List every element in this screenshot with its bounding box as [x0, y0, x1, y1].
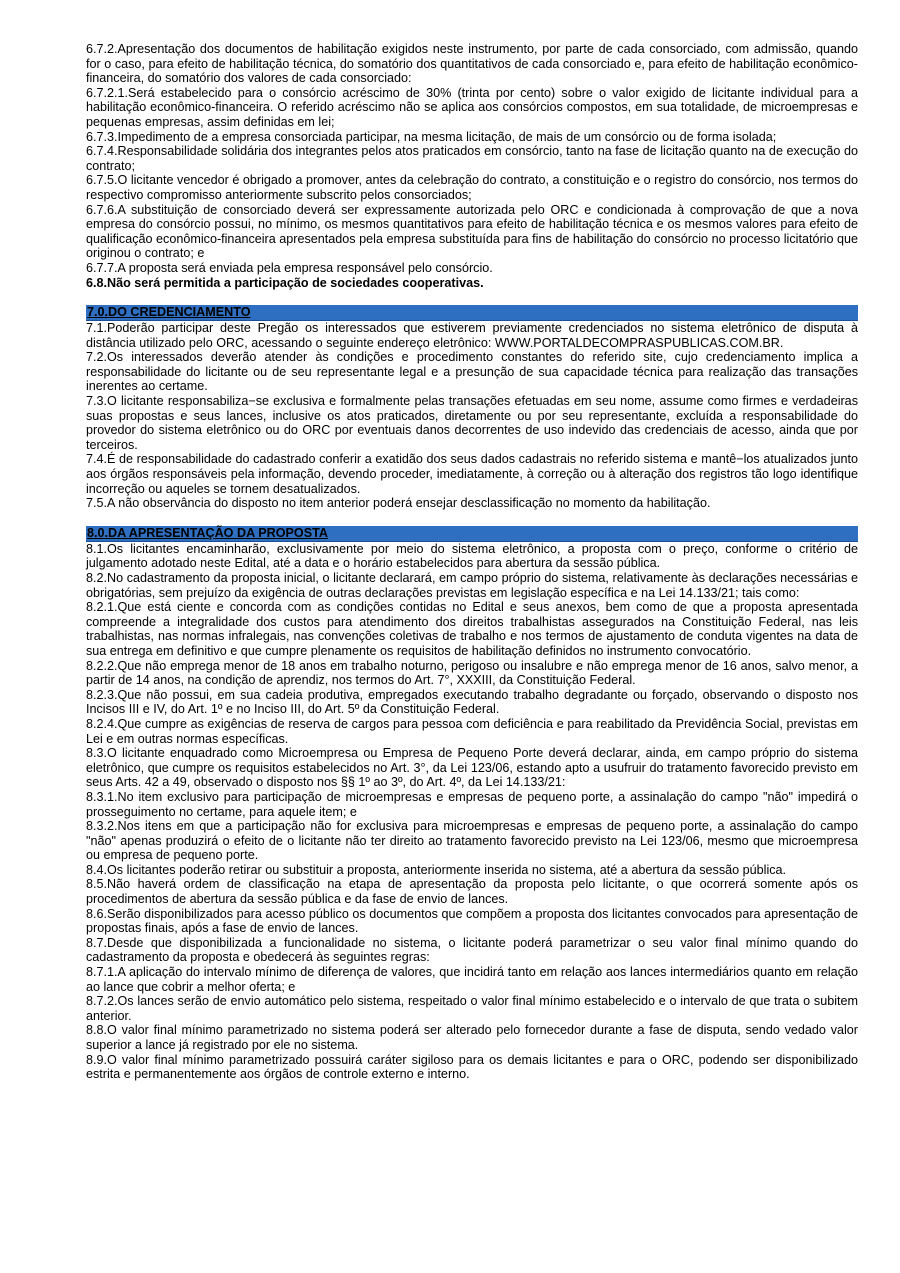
document-page	[86, 42, 858, 1082]
paragraph-6-7-4: 6.7.4.Responsabilidade solidária dos integrantes pelos atos praticados em consórcio, tanto na fase de licitação quanto na de execução do contrato;	[86, 144, 858, 173]
paragraph-8-9: 8.9.O valor final mínimo parametrizado possuirá caráter sigiloso para os demais licitantes e para o ORC, podendo ser disponibilizado estrita e permanentemente aos órgãos de controle externo e interno.	[86, 1052, 858, 1082]
paragraph-8-3-1: 8.3.1.No item exclusivo para participação de microempresas e empresas de pequeno porte, a assinalação do campo "não" impedirá o prosseguimento no certame, para aquele item; e	[86, 789, 858, 819]
paragraph-8-3-2: 8.3.2.Nos itens em que a participação não for exclusiva para microempresas e empresas de pequeno porte, a assinalação do campo "não" apenas produzirá o efeito de o licitante não ter direito ao tratamento favorecido previsto na Lei 123/06, mesmo que microempresa ou empresa de pequeno porte.	[86, 819, 858, 863]
paragraph-6-7-5: 6.7.5.O licitante vencedor é obrigado a promover, antes da celebração do contrato, a constituição e o registro do consórcio, nos termos do respectivo compromisso anteriormente subscrito pelos consorciados;	[86, 173, 858, 202]
paragraph-7-1: 7.1.Poderão participar deste Pregão os interessados que estiverem previamente credenciados no sistema eletrônico de disputa à distância utilizado pelo ORC, acessando o seguinte endereço eletrônico: WWW.PORTALDECOMPRASPUBLICAS.COM.BR.	[86, 321, 858, 350]
paragraph-8-7-1: 8.7.1.A aplicação do intervalo mínimo de diferença de valores, que incidirá tanto em relação aos lances intermediários quanto em relação ao lance que cobrir a melhor oferta; e	[86, 965, 858, 994]
paragraph-8-6: 8.6.Serão disponibilizados para acesso público os documentos que compõem a proposta dos licitantes convocados para apresentação de propostas finais, após a fase de envio de lances.	[86, 906, 858, 936]
paragraph-8-1: 8.1.Os licitantes encaminharão, exclusivamente por meio do sistema eletrônico, a proposta com o preço, conforme o critério de julgamento adotado neste Edital, até a data e o horário estabelecidos para abertura da sessão pública.	[86, 541, 858, 571]
paragraph-7-2: 7.2.Os interessados deverão atender às condições e procedimento constantes do referido site, cujo credenciamento implica a responsabilidade do licitante ou de seu representante legal e a presunção de sua capacidade técnica para realização das transações inerentes ao certame.	[86, 350, 858, 394]
paragraph-7-5: 7.5.A não observância do disposto no item anterior poderá ensejar desclassificação no momento da habilitação.	[86, 496, 711, 511]
paragraph-8-2-3: 8.2.3.Que não possui, em sua cadeia produtiva, empregados executando trabalho degradante ou forçado, observando o disposto nos Incisos III e IV, do Art. 1º e no Inciso III, do Art. 5º da Constituição Federal.	[86, 687, 858, 717]
paragraph-8-7: 8.7.Desde que disponibilizada a funcionalidade no sistema, o licitante poderá parametrizar o seu valor final mínimo quando do cadastramento da proposta e obedecerá às seguintes regras:	[86, 935, 858, 965]
section-heading-proposta: 8.0.DA APRESENTAÇÃO DA PROPOSTA	[86, 526, 858, 542]
paragraph-6-7-6: 6.7.6.A substituição de consorciado deverá ser expressamente autorizada pelo ORC e condicionada à comprovação de que a nova empresa do consórcio possui, no mínimo, os mesmos quantitativos para efeito de habilitação técnica e os mesmos valores para efeito de qualificação econômico-financeira apresentados pela empresa substituída para fins de habilitação do consórcio no processo licitatório que originou o contrato; e	[86, 202, 858, 261]
paragraph-8-2-4: 8.2.4.Que cumpre as exigências de reserva de cargos para pessoa com deficiência e para reabilitado da Previdência Social, previstas em Lei e em outras normas específicas.	[86, 716, 858, 746]
paragraph-6-7-3: 6.7.3.Impedimento de a empresa consorciada participar, na mesma licitação, de mais de um consórcio ou de forma isolada;	[86, 129, 777, 144]
paragraph-7-4: 7.4.É de responsabilidade do cadastrado conferir a exatidão dos seus dados cadastrais no referido sistema e mantê−los atualizados junto aos órgãos responsáveis pela informação, devendo proceder, imediatamente, à correção ou à alteração dos registros tão logo identifique incorreção ou aqueles se tornem desatualizados.	[86, 452, 858, 496]
section-heading-credenciamento: 7.0.DO CREDENCIAMENTO	[86, 305, 858, 321]
paragraph-8-3: 8.3.O licitante enquadrado como Microempresa ou Empresa de Pequeno Porte deverá declarar, ainda, em campo próprio do sistema eletrônico, que cumpre os requisitos estabelecidos no Art. 3°, da Lei 123/06, estando apto a usufruir do tratamento favorecido previsto em seus Arts. 42 a 49, observado o disposto nos §§ 1º ao 3º, do Art. 4º, da Lei 14.133/21:	[86, 746, 858, 790]
paragraph-6-7-7: 6.7.7.A proposta será enviada pela empresa responsável pelo consórcio.	[86, 260, 493, 275]
paragraph-8-8: 8.8.O valor final mínimo parametrizado no sistema poderá ser alterado pelo fornecedor durante a fase de disputa, sendo vedado valor superior a lance já registrado por ele no sistema.	[86, 1023, 858, 1052]
paragraph-8-4: 8.4.Os licitantes poderão retirar ou substituir a proposta, anteriormente inserida no sistema, até a abertura da sessão pública.	[86, 862, 787, 877]
paragraph-8-7-2: 8.7.2.Os lances serão de envio automático pelo sistema, respeitado o valor final mínimo estabelecido e o intervalo de que trata o subitem anterior.	[86, 994, 858, 1023]
paragraph-8-2: 8.2.No cadastramento da proposta inicial, o licitante declarará, em campo próprio do sistema, relativamente às declarações necessárias e obrigatórias, sem prejuízo da exigência de outras declarações previstas em legislação específica e na Lei 14.133/21; tais como:	[86, 571, 858, 600]
paragraph-8-2-1: 8.2.1.Que está ciente e concorda com as condições contidas no Edital e seus anexos, bem como de que a proposta apresentada compreende a integralidade dos custos para atendimento dos direitos trabalhistas assegurados na Constituição Federal, nas leis trabalhistas, nas normas infralegais, nas convenções coletivas de trabalho e nos termos de ajustamento de conduta vigentes na data de sua entrega em definitivo e que cumpre plenamente os requisitos de habilitação definidos no instrumento convocatório.	[86, 600, 858, 658]
paragraph-8-2-2: 8.2.2.Que não emprega menor de 18 anos em trabalho noturno, perigoso ou insalubre e não emprega menor de 16 anos, salvo menor, a partir de 14 anos, na condição de aprendiz, nos termos do Art. 7°, XXXIII, da Constituição Federal.	[86, 658, 858, 688]
section-spacer	[86, 290, 858, 305]
paragraph-6-8: 6.8.Não será permitida a participação de sociedades cooperativas.	[86, 275, 484, 290]
paragraph-8-5: 8.5.Não haverá ordem de classificação na etapa de apresentação da proposta pelo licitante, o que ocorrerá somente após os procedimentos de abertura da sessão pública e da fase de envio de lances.	[86, 877, 858, 907]
section-spacer	[86, 511, 858, 526]
paragraph-6-7-2: 6.7.2.Apresentação dos documentos de habilitação exigidos neste instrumento, por parte de cada consorciado, com admissão, quando for o caso, para efeito de habilitação técnica, do somatório dos quantitativos de cada consorciado e, para efeito de habilitação econômico-financeira, do somatório dos valores de cada consorciado:	[86, 42, 858, 86]
paragraph-7-3: 7.3.O licitante responsabiliza−se exclusiva e formalmente pelas transações efetuadas em seu nome, assume como firmes e verdadeiras suas propostas e seus lances, inclusive os atos praticados, diretamente ou por seu representante, excluída a responsabilidade do provedor do sistema eletrônico ou do ORC por eventuais danos decorrentes de uso indevido das credenciais de acesso, ainda que por terceiros.	[86, 394, 858, 452]
paragraph-6-7-2-1: 6.7.2.1.Será estabelecido para o consórcio acréscimo de 30% (trinta por cento) sobre o valor exigido de licitante individual para a habilitação econômico-financeira. O referido acréscimo não se aplica aos consórcios compostos, em sua totalidade, de microempresas e pequenas empresas, assim definidas em lei;	[86, 85, 858, 129]
